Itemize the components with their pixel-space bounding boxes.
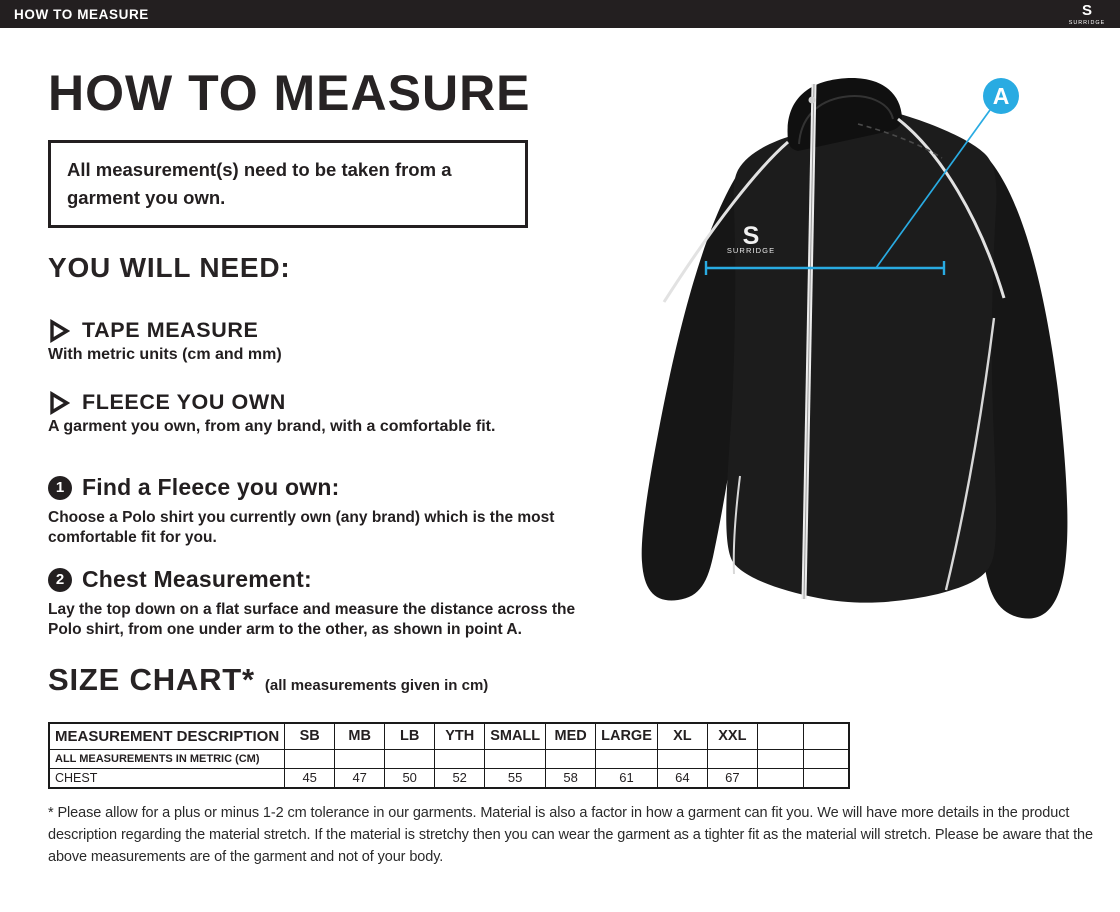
size-chart-title: SIZE CHART* [48, 662, 255, 697]
column-header [803, 723, 849, 749]
you-will-need-heading: YOU WILL NEED: [48, 252, 291, 283]
measurement-notice-box [48, 140, 528, 228]
step-number-badge: 2 [48, 568, 72, 592]
column-header: XXL [707, 723, 757, 749]
jacket [642, 78, 1068, 618]
triangle-bullet-icon [48, 391, 70, 415]
step-title: Chest Measurement: [82, 566, 312, 592]
need-item-description: With metric units (cm and mm) [48, 346, 282, 363]
size-chart-heading [48, 662, 488, 698]
table-row [49, 749, 849, 768]
measurement-notice-text: All measurement(s) need to be taken from a garment you own. [67, 159, 452, 208]
point-a-label: A [992, 83, 1010, 109]
column-header: SMALL [485, 723, 546, 749]
size-chart-table [48, 722, 850, 789]
need-item-label: FLEECE YOU OWN [82, 390, 286, 414]
column-header: MEASUREMENT DESCRIPTION [49, 723, 285, 749]
need-item-description: A garment you own, from any brand, with a comfortable fit. [48, 418, 496, 435]
step-title: Find a Fleece you own: [82, 474, 340, 500]
need-item-label: TAPE MEASURE [82, 318, 259, 342]
size-chart-subtitle: (all measurements given in cm) [264, 677, 489, 694]
step-description: Lay the top down on a flat surface and measure the distance across the Polo shirt, from one under arm to the other, as shown in point A. [48, 601, 576, 638]
surridge-logo [1064, 1, 1110, 27]
step-1 [48, 474, 600, 547]
column-header: YTH [435, 723, 485, 749]
fleece-jacket-illustration [636, 56, 1120, 668]
step-description: Choose a Polo shirt you currently own (any brand) which is the most comfortable fit for you. [48, 509, 555, 546]
column-header: MED [546, 723, 596, 749]
top-bar-title: HOW TO MEASURE [14, 6, 149, 22]
column-header [757, 723, 803, 749]
product-photo-area [636, 56, 1120, 668]
surridge-logo-wordmark: SURRIDGE [1068, 20, 1106, 26]
chest-logo-mark: S [742, 222, 760, 250]
column-header: LARGE [596, 723, 658, 749]
need-item-tape-measure [48, 318, 282, 364]
column-header: LB [385, 723, 435, 749]
zip-pull [809, 97, 816, 104]
row-label: CHEST [49, 768, 285, 788]
column-header: XL [657, 723, 707, 749]
table-header-row [49, 723, 849, 749]
surridge-logo-mark: S [1081, 2, 1093, 19]
page-title: HOW TO MEASURE [48, 65, 531, 121]
step-2 [48, 566, 600, 639]
top-bar [0, 0, 1120, 28]
chest-logo-wordmark: SURRIDGE [726, 246, 776, 255]
row-label: ALL MEASUREMENTS IN METRIC (CM) [49, 749, 285, 768]
column-header: SB [285, 723, 335, 749]
step-number-badge: 1 [48, 476, 72, 500]
need-item-fleece [48, 390, 495, 436]
table-row: CHEST 45 47 50 52 55 58 61 64 67 [49, 768, 849, 788]
triangle-bullet-icon [48, 319, 70, 343]
tolerance-footnote: * Please allow for a plus or minus 1-2 cm tolerance in our garments. Material is also a factor in how a garment can fit you. We will have more details in the product description regarding the material stretch. If the material is stretchy then you can wear the garment as a tighter fit as the material will stretch. Please be aware that the above measurements are of the garment and not of your body. [48, 805, 1093, 865]
column-header: MB [335, 723, 385, 749]
